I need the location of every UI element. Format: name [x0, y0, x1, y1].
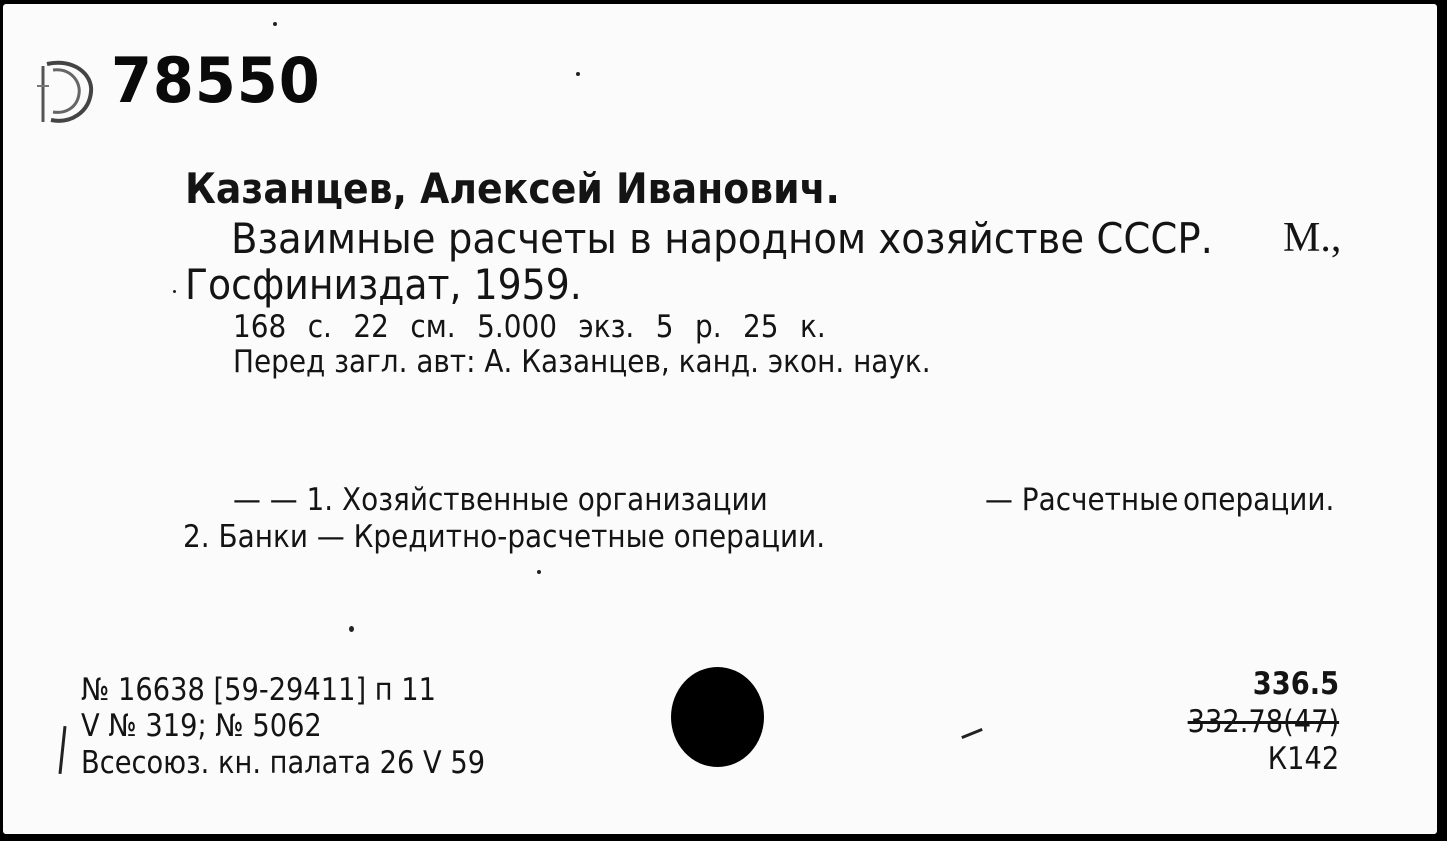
accession-number: 78550: [111, 44, 321, 117]
ink-dot: [537, 570, 541, 574]
ink-dot: [576, 72, 580, 76]
publisher-year: Госфиниздат, 1959.: [185, 260, 582, 309]
catalog-card: [3, 4, 1437, 834]
ink-dot: [273, 22, 277, 26]
publication-place: М.,: [1283, 215, 1342, 261]
ink-dot: [349, 626, 354, 632]
record-number: № 16638 [59-29411] п 11: [81, 672, 437, 708]
subject-line-1-end: операции.: [1183, 482, 1335, 518]
author-heading: Казанцев, Алексей Иванович.: [185, 164, 840, 213]
book-title: Взаимные расчеты в народном хозяйстве СССР.: [231, 214, 1213, 263]
subject-line-2: 2. Банки — Кредитно-расчетные операции.: [183, 519, 826, 555]
classification-struck: 332.78(47): [1187, 704, 1339, 740]
subject-line-1-mid: — Расчетные: [985, 482, 1179, 518]
author-mark: К142: [1267, 741, 1339, 777]
card-punch-hole: [671, 667, 764, 767]
registry-numbers: V № 319; № 5062: [81, 708, 322, 744]
author-note: Перед загл. авт: А. Казанцев, канд. экон. наук.: [233, 344, 931, 380]
pen-stroke: [961, 728, 983, 739]
chamber-imprint: Всесоюз. кн. палата 26 V 59: [81, 745, 486, 781]
margin-mark: [58, 726, 66, 774]
library-stamp-icon: [33, 56, 95, 126]
ink-dot: [173, 290, 176, 293]
subject-line-1: — — 1. Хозяйственные организации: [233, 482, 768, 518]
classification-primary: 336.5: [1252, 666, 1339, 702]
physical-description: 168 с. 22 см. 5.000 экз. 5 р. 25 к.: [233, 309, 826, 345]
